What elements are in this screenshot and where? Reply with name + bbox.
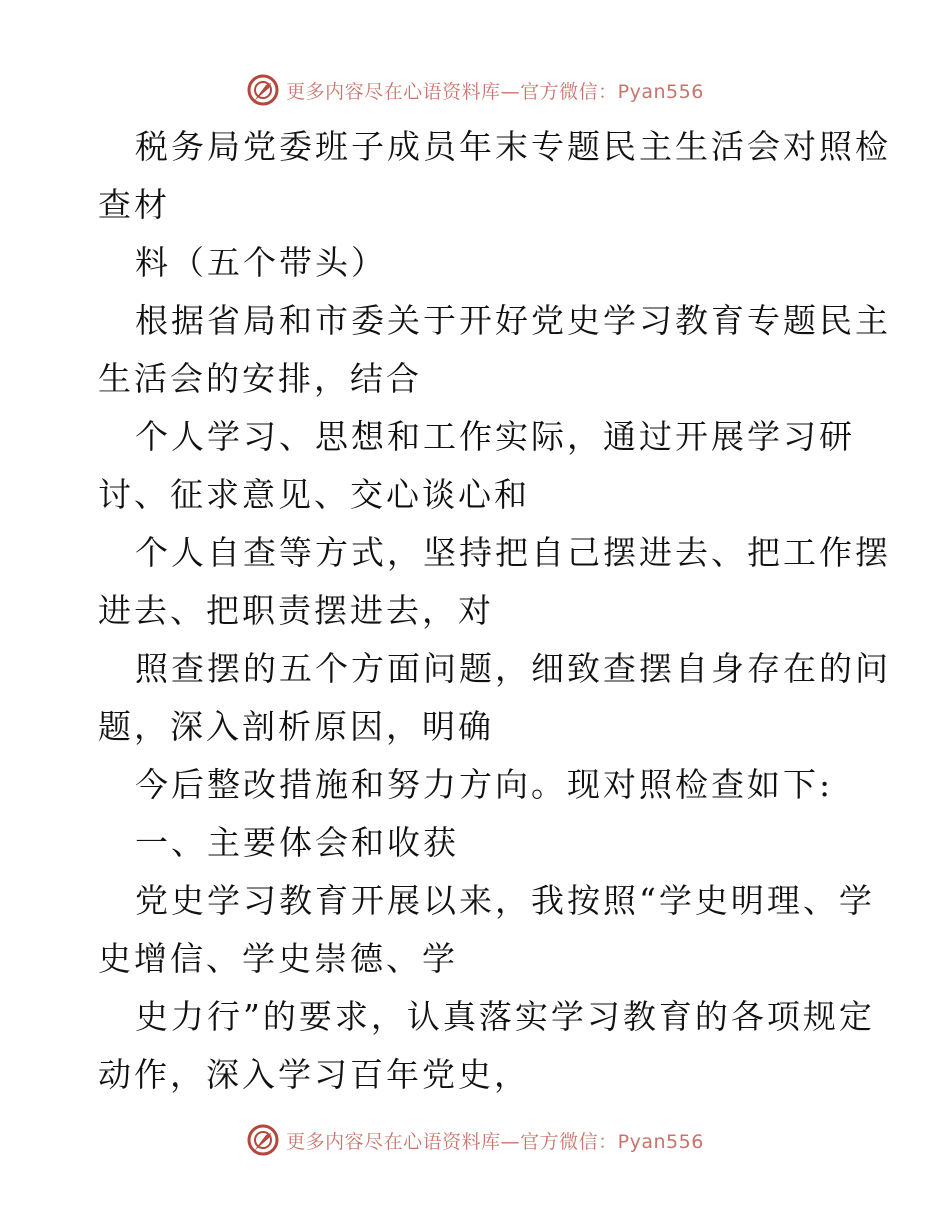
document-line: 史力行”的要求，认真落实学习教育的各项规定 — [135, 997, 875, 1036]
document-line: 讨、征求意见、交心谈心和 — [98, 475, 530, 514]
document-line: 根据省局和市委关于开好党史学习教育专题民主 — [135, 301, 891, 340]
pen-logo-icon — [246, 73, 280, 107]
footer-banner-text: 更多内容尽在心语资料库—官方微信：Pyan556 — [286, 1130, 704, 1153]
document-body — [98, 118, 891, 1104]
document-line: 史增信、学史崇德、学 — [98, 939, 458, 978]
header-banner-text: 更多内容尽在心语资料库—官方微信：Pyan556 — [286, 80, 704, 103]
document-line: 动作，深入学习百年党史， — [98, 1055, 530, 1094]
footer-banner — [0, 1120, 950, 1160]
document-line: 照查摆的五个方面问题，细致查摆自身存在的问 — [135, 649, 891, 688]
document-line: 今后整改措施和努力方向。现对照检查如下: — [135, 765, 834, 804]
document-line: 个人自查等方式，坚持把自己摆进去、把工作摆 — [135, 533, 891, 572]
pen-logo-icon — [246, 1123, 280, 1157]
document-line: 生活会的安排，结合 — [98, 359, 422, 398]
document-line: 料（五个带头） — [135, 243, 387, 282]
document-line: 税务局党委班子成员年末专题民主生活会对照检 — [135, 127, 891, 166]
document-line: 党史学习教育开展以来，我按照“学史明理、学 — [135, 881, 875, 920]
document-line: 题，深入剖析原因，明确 — [98, 707, 494, 746]
document-line: 查材 — [98, 185, 170, 224]
document-line: 进去、把职责摆进去，对 — [98, 591, 494, 630]
header-banner — [0, 70, 950, 110]
document-line: 个人学习、思想和工作实际，通过开展学习研 — [135, 417, 855, 456]
section-heading: 一、主要体会和收获 — [135, 823, 459, 862]
